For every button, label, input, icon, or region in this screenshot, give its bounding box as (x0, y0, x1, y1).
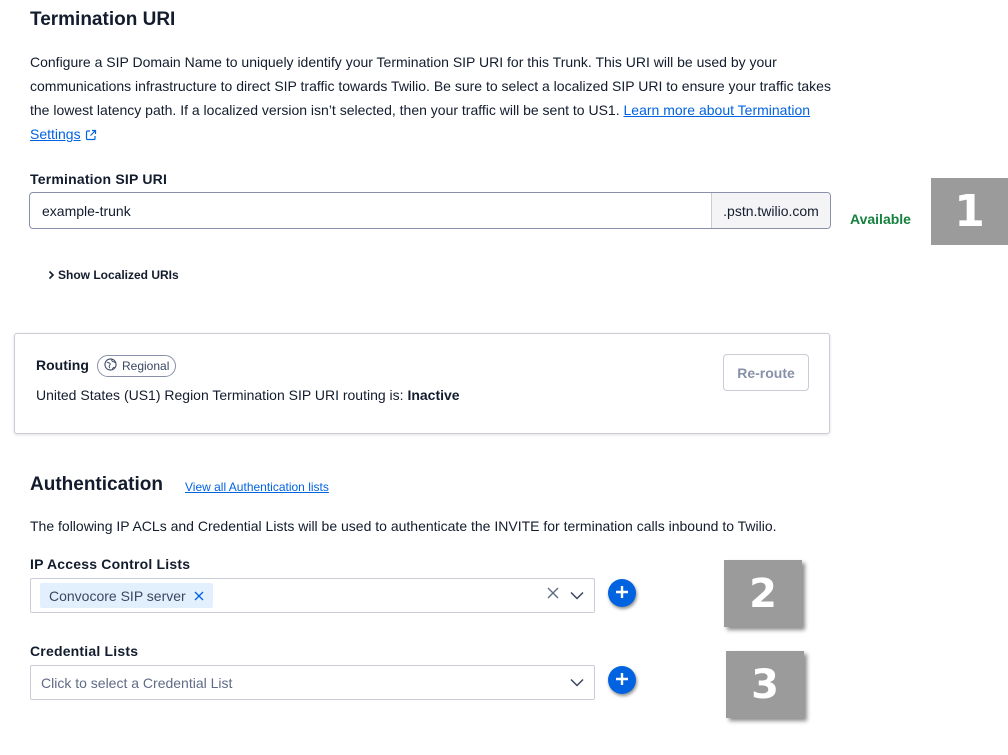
routing-title: Routing (36, 357, 89, 373)
routing-card (14, 333, 830, 434)
annotation-marker-3: 3 (726, 651, 804, 718)
reroute-button[interactable]: Re-route (723, 354, 809, 391)
chevron-right-icon (44, 270, 58, 280)
add-ip-acl-button[interactable] (608, 579, 636, 607)
availability-status: Available (850, 211, 911, 227)
chevron-down-icon[interactable] (570, 674, 584, 692)
globe-icon (104, 358, 122, 374)
annotation-marker-1: 1 (931, 178, 1008, 245)
routing-description: United States (US1) Region Termination SIP URI routing is: (36, 387, 404, 403)
add-credential-list-button[interactable] (608, 666, 636, 694)
plus-icon (615, 672, 629, 689)
show-localized-uris-toggle[interactable] (44, 268, 179, 282)
selected-tag (40, 583, 213, 608)
plus-icon (615, 585, 629, 602)
routing-status: Inactive (407, 387, 460, 403)
authentication-description: The following IP ACLs and Credential Lists will be used to authenticate the INVITE for termination calls inbound to Twilio. (30, 518, 777, 534)
ip-acl-select[interactable] (30, 578, 595, 613)
authentication-title: Authentication (30, 474, 163, 495)
learn-more-link-text: Learn more about Termination Settings (30, 102, 811, 142)
regional-badge (97, 355, 176, 377)
ip-acl-label: IP Access Control Lists (30, 556, 191, 572)
view-all-authentication-lists-link[interactable]: View all Authentication lists (185, 480, 329, 494)
external-link-icon (85, 124, 97, 148)
close-icon[interactable] (194, 591, 204, 601)
uri-suffix: .pstn.twilio.com (711, 193, 830, 228)
credential-list-placeholder: Click to select a Credential List (41, 674, 233, 691)
show-localized-uris-label: Show Localized URIs (58, 268, 179, 282)
termination-sip-uri-field (29, 192, 831, 229)
routing-status-text (36, 387, 460, 403)
termination-title: Termination URI (30, 9, 176, 30)
termination-sip-uri-input[interactable] (30, 193, 711, 228)
regional-badge-label: Regional (122, 359, 170, 373)
annotation-marker-2: 2 (724, 560, 802, 627)
termination-intro (30, 50, 840, 148)
selected-tag-label: Convocore SIP server (49, 587, 186, 604)
credential-lists-label: Credential Lists (30, 643, 139, 659)
termination-intro-text: Configure a SIP Domain Name to uniquely identify your Termination SIP URI for this Trunk. This URI will be used by your communications infrastructure to direct SIP traffic towards Twilio. Be sure to select a localized SIP URI to ensure your traffic takes the lowest latency path. If a localized version isn’t selected, then your traffic will be sent to US1. (30, 54, 831, 118)
credential-list-select[interactable] (30, 665, 595, 700)
clear-selection-icon[interactable] (546, 586, 560, 605)
chevron-down-icon[interactable] (570, 587, 584, 605)
termination-sip-uri-label: Termination SIP URI (30, 171, 168, 187)
